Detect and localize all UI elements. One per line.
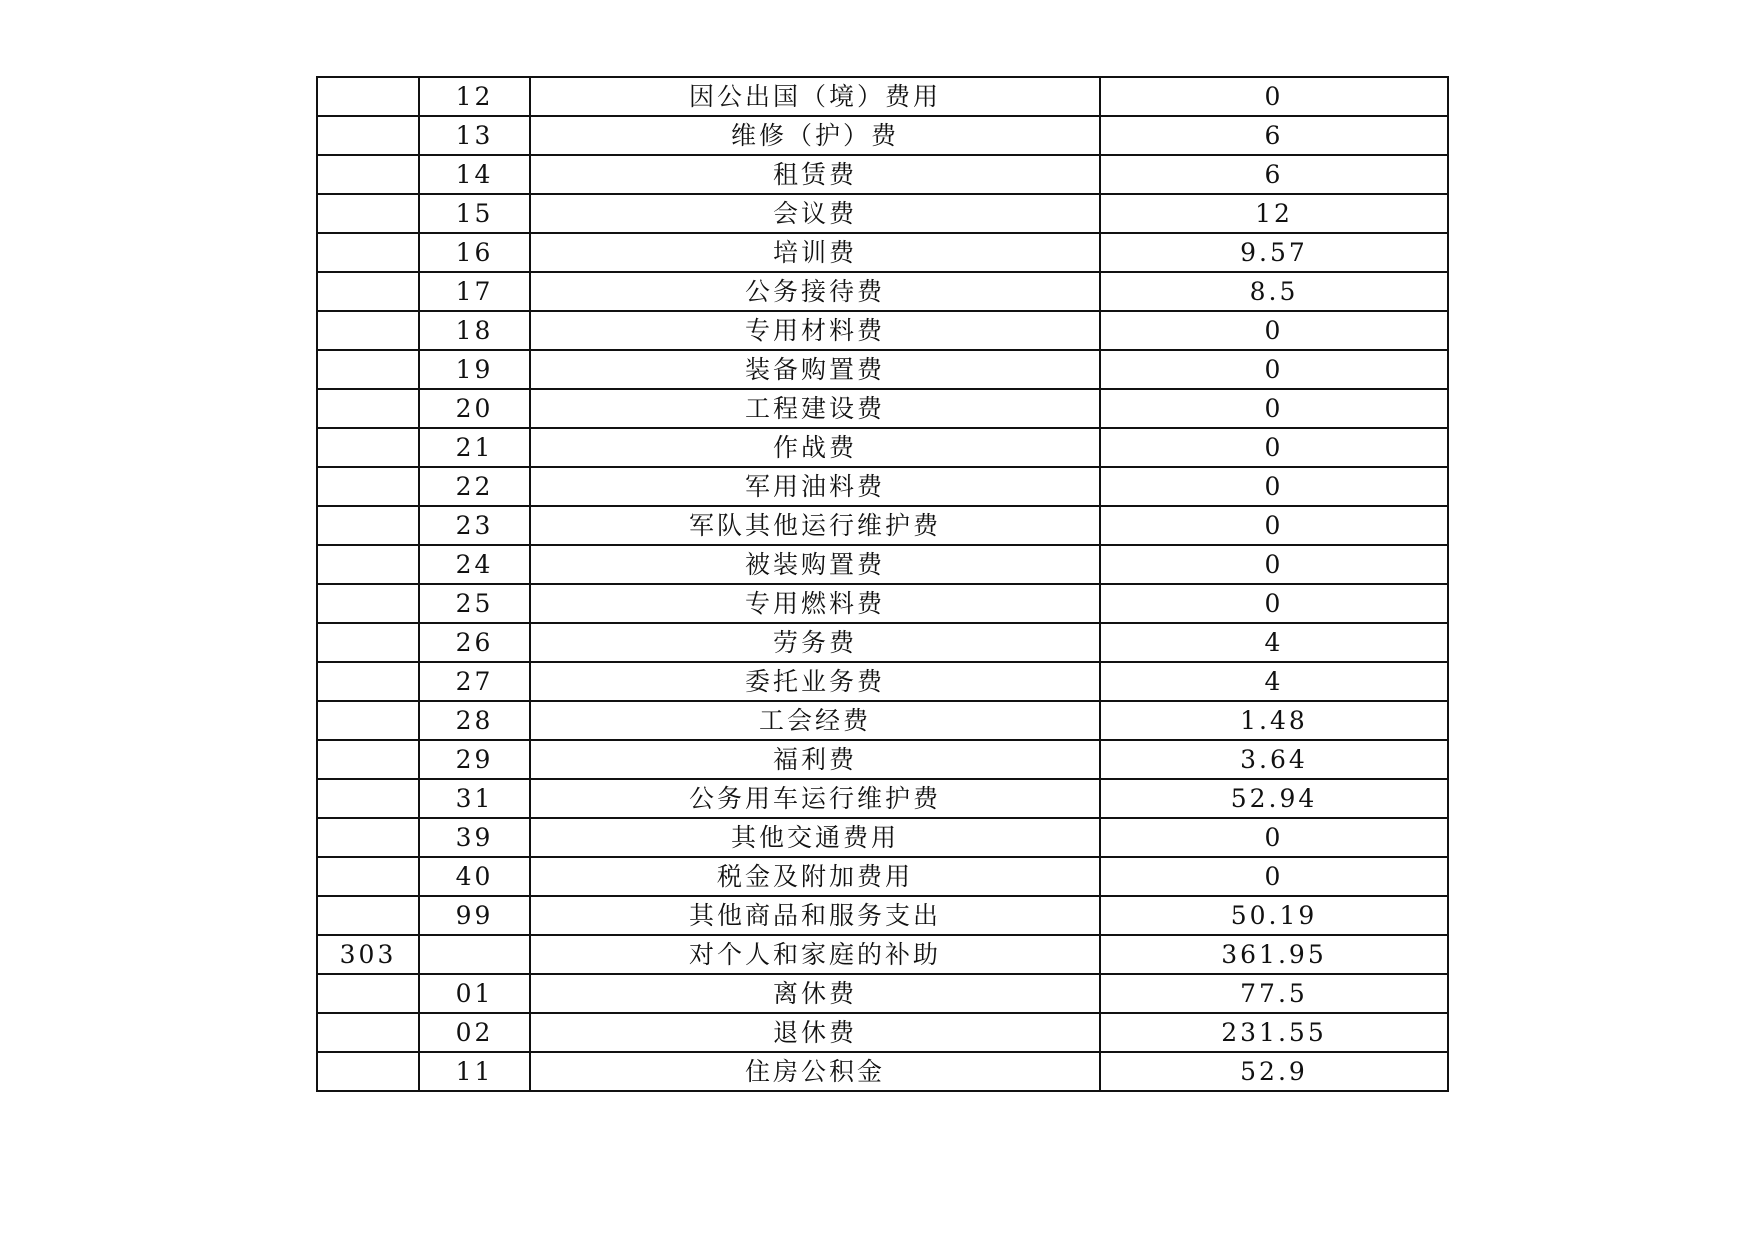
item-name-cell: 对个人和家庭的补助 xyxy=(530,935,1100,974)
item-name-cell: 福利费 xyxy=(530,740,1100,779)
item-name-cell: 委托业务费 xyxy=(530,662,1100,701)
item-name-cell: 公务用车运行维护费 xyxy=(530,779,1100,818)
table-row xyxy=(317,896,1448,935)
class-code-cell xyxy=(317,974,419,1013)
table-row xyxy=(317,662,1448,701)
item-code-cell: 29 xyxy=(419,740,530,779)
item-name-cell: 工会经费 xyxy=(530,701,1100,740)
item-code-cell: 12 xyxy=(419,77,530,116)
class-code-cell xyxy=(317,506,419,545)
item-code-cell: 23 xyxy=(419,506,530,545)
class-code-cell xyxy=(317,623,419,662)
table-row xyxy=(317,116,1448,155)
item-code-cell: 26 xyxy=(419,623,530,662)
item-code-cell: 13 xyxy=(419,116,530,155)
table-row xyxy=(317,1013,1448,1052)
item-code-cell: 22 xyxy=(419,467,530,506)
class-code-cell xyxy=(317,1013,419,1052)
item-name-cell: 其他交通费用 xyxy=(530,818,1100,857)
table-row xyxy=(317,233,1448,272)
table-row xyxy=(317,272,1448,311)
amount-cell: 50.19 xyxy=(1100,896,1448,935)
amount-cell: 77.5 xyxy=(1100,974,1448,1013)
item-name-cell: 军队其他运行维护费 xyxy=(530,506,1100,545)
item-code-cell: 99 xyxy=(419,896,530,935)
table-row xyxy=(317,194,1448,233)
table-row xyxy=(317,506,1448,545)
class-code-cell: 303 xyxy=(317,935,419,974)
item-code-cell: 40 xyxy=(419,857,530,896)
table-row xyxy=(317,545,1448,584)
item-name-cell: 被装购置费 xyxy=(530,545,1100,584)
item-code-cell: 02 xyxy=(419,1013,530,1052)
item-name-cell: 维修（护）费 xyxy=(530,116,1100,155)
item-name-cell: 租赁费 xyxy=(530,155,1100,194)
item-name-cell: 因公出国（境）费用 xyxy=(530,77,1100,116)
expenditure-table-body xyxy=(317,77,1448,1091)
class-code-cell xyxy=(317,233,419,272)
table-row xyxy=(317,935,1448,974)
item-code-cell: 01 xyxy=(419,974,530,1013)
amount-cell: 0 xyxy=(1100,545,1448,584)
class-code-cell xyxy=(317,545,419,584)
item-code-cell: 25 xyxy=(419,584,530,623)
item-code-cell: 16 xyxy=(419,233,530,272)
amount-cell: 1.48 xyxy=(1100,701,1448,740)
item-code-cell xyxy=(419,935,530,974)
item-name-cell: 劳务费 xyxy=(530,623,1100,662)
amount-cell: 361.95 xyxy=(1100,935,1448,974)
item-name-cell: 会议费 xyxy=(530,194,1100,233)
item-name-cell: 装备购置费 xyxy=(530,350,1100,389)
table-row xyxy=(317,779,1448,818)
item-code-cell: 19 xyxy=(419,350,530,389)
table-row xyxy=(317,77,1448,116)
table-row xyxy=(317,701,1448,740)
class-code-cell xyxy=(317,584,419,623)
amount-cell: 0 xyxy=(1100,428,1448,467)
class-code-cell xyxy=(317,467,419,506)
class-code-cell xyxy=(317,77,419,116)
amount-cell: 6 xyxy=(1100,116,1448,155)
class-code-cell xyxy=(317,857,419,896)
item-code-cell: 11 xyxy=(419,1052,530,1091)
amount-cell: 0 xyxy=(1100,77,1448,116)
table-row xyxy=(317,857,1448,896)
amount-cell: 3.64 xyxy=(1100,740,1448,779)
item-code-cell: 39 xyxy=(419,818,530,857)
amount-cell: 231.55 xyxy=(1100,1013,1448,1052)
amount-cell: 52.9 xyxy=(1100,1052,1448,1091)
item-code-cell: 24 xyxy=(419,545,530,584)
amount-cell: 4 xyxy=(1100,662,1448,701)
class-code-cell xyxy=(317,311,419,350)
table-row xyxy=(317,350,1448,389)
amount-cell: 52.94 xyxy=(1100,779,1448,818)
table-row xyxy=(317,740,1448,779)
amount-cell: 0 xyxy=(1100,584,1448,623)
class-code-cell xyxy=(317,272,419,311)
item-name-cell: 作战费 xyxy=(530,428,1100,467)
item-name-cell: 离休费 xyxy=(530,974,1100,1013)
item-name-cell: 税金及附加费用 xyxy=(530,857,1100,896)
item-name-cell: 工程建设费 xyxy=(530,389,1100,428)
item-name-cell: 公务接待费 xyxy=(530,272,1100,311)
class-code-cell xyxy=(317,428,419,467)
expenditure-table xyxy=(316,76,1449,1092)
item-name-cell: 专用燃料费 xyxy=(530,584,1100,623)
table-row xyxy=(317,428,1448,467)
item-code-cell: 15 xyxy=(419,194,530,233)
amount-cell: 4 xyxy=(1100,623,1448,662)
amount-cell: 12 xyxy=(1100,194,1448,233)
class-code-cell xyxy=(317,740,419,779)
item-code-cell: 27 xyxy=(419,662,530,701)
table-row xyxy=(317,623,1448,662)
table-row xyxy=(317,974,1448,1013)
amount-cell: 0 xyxy=(1100,857,1448,896)
class-code-cell xyxy=(317,194,419,233)
item-code-cell: 14 xyxy=(419,155,530,194)
item-name-cell: 专用材料费 xyxy=(530,311,1100,350)
item-name-cell: 住房公积金 xyxy=(530,1052,1100,1091)
item-code-cell: 31 xyxy=(419,779,530,818)
amount-cell: 9.57 xyxy=(1100,233,1448,272)
table-row xyxy=(317,389,1448,428)
amount-cell: 0 xyxy=(1100,467,1448,506)
table-row xyxy=(317,584,1448,623)
table-row xyxy=(317,155,1448,194)
table-row xyxy=(317,311,1448,350)
amount-cell: 0 xyxy=(1100,389,1448,428)
class-code-cell xyxy=(317,818,419,857)
item-code-cell: 17 xyxy=(419,272,530,311)
table-row xyxy=(317,818,1448,857)
item-code-cell: 18 xyxy=(419,311,530,350)
class-code-cell xyxy=(317,389,419,428)
item-name-cell: 军用油料费 xyxy=(530,467,1100,506)
table-row xyxy=(317,467,1448,506)
item-name-cell: 培训费 xyxy=(530,233,1100,272)
class-code-cell xyxy=(317,701,419,740)
amount-cell: 0 xyxy=(1100,311,1448,350)
item-name-cell: 其他商品和服务支出 xyxy=(530,896,1100,935)
item-code-cell: 21 xyxy=(419,428,530,467)
class-code-cell xyxy=(317,116,419,155)
item-name-cell: 退休费 xyxy=(530,1013,1100,1052)
amount-cell: 0 xyxy=(1100,350,1448,389)
class-code-cell xyxy=(317,1052,419,1091)
amount-cell: 0 xyxy=(1100,818,1448,857)
amount-cell: 8.5 xyxy=(1100,272,1448,311)
table-row xyxy=(317,1052,1448,1091)
item-code-cell: 28 xyxy=(419,701,530,740)
amount-cell: 0 xyxy=(1100,506,1448,545)
amount-cell: 6 xyxy=(1100,155,1448,194)
class-code-cell xyxy=(317,779,419,818)
class-code-cell xyxy=(317,662,419,701)
item-code-cell: 20 xyxy=(419,389,530,428)
class-code-cell xyxy=(317,350,419,389)
class-code-cell xyxy=(317,155,419,194)
class-code-cell xyxy=(317,896,419,935)
